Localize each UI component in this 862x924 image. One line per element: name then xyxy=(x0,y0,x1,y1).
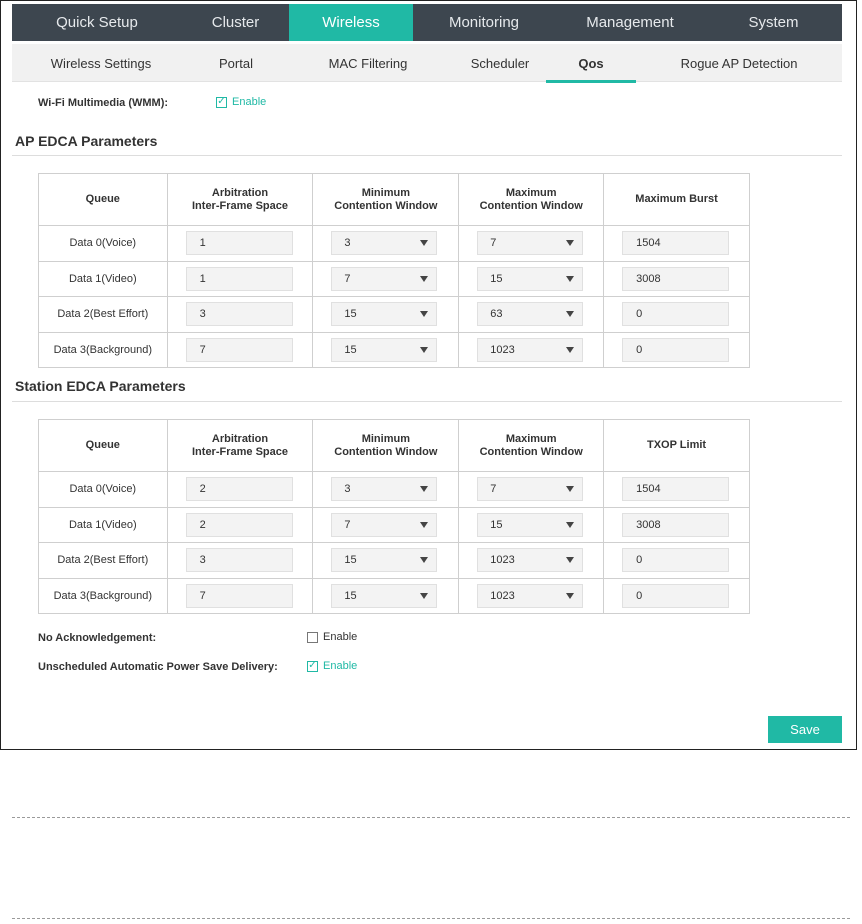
ap-edca-title: AP EDCA Parameters xyxy=(15,133,158,149)
queue-name: Data 0(Voice) xyxy=(39,472,168,508)
tab-monitoring[interactable]: Monitoring xyxy=(448,14,520,31)
txop-limit-input[interactable]: 0 xyxy=(622,584,729,608)
caret-down-icon xyxy=(566,276,574,282)
caret-down-icon xyxy=(420,311,428,317)
cwmin-select[interactable]: 7 xyxy=(331,513,437,537)
txop-limit-input[interactable]: 3008 xyxy=(622,513,729,537)
tab-system[interactable]: System xyxy=(748,14,799,31)
cwmax-select[interactable]: 7 xyxy=(477,231,583,255)
caret-down-icon xyxy=(566,593,574,599)
caret-down-icon xyxy=(420,240,428,246)
queue-name: Data 1(Video) xyxy=(39,507,168,543)
station-edca-title: Station EDCA Parameters xyxy=(15,378,186,394)
save-button[interactable]: Save xyxy=(768,716,842,743)
subtab-mac-filtering[interactable]: MAC Filtering xyxy=(328,55,408,71)
caret-down-icon xyxy=(420,522,428,528)
cwmax-select[interactable]: 1023 xyxy=(477,584,583,608)
caret-down-icon xyxy=(566,347,574,353)
apsd-checkbox[interactable] xyxy=(307,660,357,672)
cwmax-select[interactable]: 63 xyxy=(477,302,583,326)
cwmin-select[interactable]: 15 xyxy=(331,302,437,326)
subtab-portal[interactable]: Portal xyxy=(219,55,253,71)
cwmax-select[interactable]: 15 xyxy=(477,513,583,537)
table-row xyxy=(39,297,750,333)
col-cwmax: Maximum Contention Window xyxy=(459,420,604,472)
aifs-input[interactable]: 7 xyxy=(186,584,293,608)
aifs-input[interactable]: 1 xyxy=(186,231,293,255)
subtab-scheduler[interactable]: Scheduler xyxy=(470,55,530,71)
cwmin-select[interactable]: 7 xyxy=(331,267,437,291)
aifs-input[interactable]: 3 xyxy=(186,302,293,326)
aifs-input[interactable]: 3 xyxy=(186,548,293,572)
apsd-label: Unscheduled Automatic Power Save Delivery: xyxy=(38,661,278,673)
tab-quick-setup[interactable]: Quick Setup xyxy=(56,14,138,31)
cwmax-select[interactable]: 1023 xyxy=(477,338,583,362)
cwmin-select[interactable]: 15 xyxy=(331,548,437,572)
station-edca-table xyxy=(38,419,750,614)
table-row xyxy=(39,261,750,297)
queue-name: Data 0(Voice) xyxy=(39,226,168,262)
divider xyxy=(12,401,842,402)
table-row xyxy=(39,578,750,614)
caret-down-icon xyxy=(420,486,428,492)
apsd-enable-label: Enable xyxy=(323,660,358,672)
top-nav xyxy=(12,4,842,41)
table-row xyxy=(39,472,750,508)
divider xyxy=(12,918,850,919)
no-ack-checkbox[interactable] xyxy=(307,631,357,643)
queue-name: Data 3(Background) xyxy=(39,332,168,368)
col-cwmin: Minimum Contention Window xyxy=(313,174,459,226)
table-header-row xyxy=(39,420,750,472)
queue-name: Data 3(Background) xyxy=(39,578,168,614)
tab-cluster[interactable]: Cluster xyxy=(211,14,260,31)
aifs-input[interactable]: 2 xyxy=(186,477,293,501)
subtab-qos[interactable]: Qos xyxy=(546,44,636,82)
caret-down-icon xyxy=(566,240,574,246)
queue-name: Data 2(Best Effort) xyxy=(39,543,168,579)
caret-down-icon xyxy=(420,347,428,353)
cwmin-select[interactable]: 3 xyxy=(331,231,437,255)
checkbox-empty-icon xyxy=(307,632,318,643)
cwmax-select[interactable]: 1023 xyxy=(477,548,583,572)
txop-limit-input[interactable]: 1504 xyxy=(622,477,729,501)
ap-edca-table xyxy=(38,173,750,368)
table-row xyxy=(39,507,750,543)
cwmax-select[interactable]: 7 xyxy=(477,477,583,501)
max-burst-input[interactable]: 1504 xyxy=(622,231,729,255)
caret-down-icon xyxy=(566,557,574,563)
col-aifs: Arbitration Inter-Frame Space xyxy=(167,174,313,226)
caret-down-icon xyxy=(566,522,574,528)
col-queue: Queue xyxy=(39,420,168,472)
txop-limit-input[interactable]: 0 xyxy=(622,548,729,572)
caret-down-icon xyxy=(420,557,428,563)
divider xyxy=(12,155,842,156)
col-aifs: Arbitration Inter-Frame Space xyxy=(167,420,313,472)
sub-nav xyxy=(12,44,842,82)
max-burst-input[interactable]: 3008 xyxy=(622,267,729,291)
caret-down-icon xyxy=(420,276,428,282)
col-queue: Queue xyxy=(39,174,168,226)
wmm-checkbox[interactable] xyxy=(216,96,266,108)
cwmin-select[interactable]: 3 xyxy=(331,477,437,501)
subtab-wireless-settings[interactable]: Wireless Settings xyxy=(50,55,152,71)
col-txop-limit: TXOP Limit xyxy=(604,420,750,472)
max-burst-input[interactable]: 0 xyxy=(622,338,729,362)
wmm-label: Wi-Fi Multimedia (WMM): xyxy=(38,97,169,109)
table-row xyxy=(39,543,750,579)
no-ack-enable-label: Enable xyxy=(323,631,358,643)
check-icon: ✓ xyxy=(308,660,317,671)
subtab-rogue-ap-detection[interactable]: Rogue AP Detection xyxy=(680,55,798,71)
table-row xyxy=(39,332,750,368)
aifs-input[interactable]: 1 xyxy=(186,267,293,291)
col-cwmin: Minimum Contention Window xyxy=(313,420,459,472)
col-cwmax: Maximum Contention Window xyxy=(459,174,604,226)
queue-name: Data 1(Video) xyxy=(39,261,168,297)
caret-down-icon xyxy=(420,593,428,599)
caret-down-icon xyxy=(566,486,574,492)
table-row xyxy=(39,226,750,262)
max-burst-input[interactable]: 0 xyxy=(622,302,729,326)
col-max-burst: Maximum Burst xyxy=(604,174,750,226)
cwmax-select[interactable]: 15 xyxy=(477,267,583,291)
cwmin-select[interactable]: 15 xyxy=(331,338,437,362)
tab-management[interactable]: Management xyxy=(586,14,674,31)
divider xyxy=(12,817,850,818)
aifs-input[interactable]: 2 xyxy=(186,513,293,537)
check-icon: ✓ xyxy=(217,96,226,107)
tab-wireless[interactable]: Wireless xyxy=(289,4,413,41)
queue-name: Data 2(Best Effort) xyxy=(39,297,168,333)
caret-down-icon xyxy=(566,311,574,317)
cwmin-select[interactable]: 15 xyxy=(331,584,437,608)
no-ack-label: No Acknowledgement: xyxy=(38,632,157,644)
table-header-row xyxy=(39,174,750,226)
wmm-enable-label: Enable xyxy=(232,96,267,108)
aifs-input[interactable]: 7 xyxy=(186,338,293,362)
